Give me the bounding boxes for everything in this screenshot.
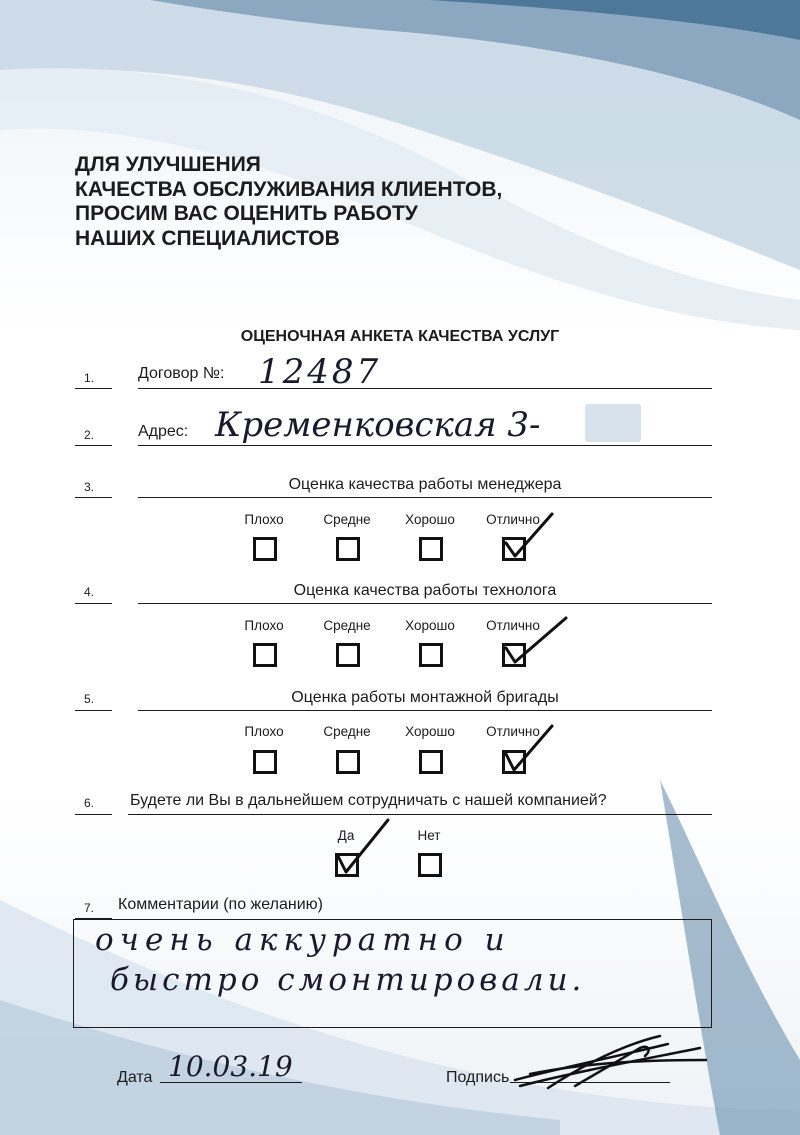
redaction-block: [585, 404, 641, 442]
date-label: Дата: [117, 1069, 153, 1086]
manager-rating-label: Оценка качества работы менеджера: [288, 476, 562, 493]
item-2-number-rule: [75, 445, 112, 446]
item-3-number: 3.: [84, 480, 95, 494]
item-6-number-rule: [75, 814, 112, 815]
manager-option-label-good: Хорошо: [405, 512, 455, 527]
crew-checkbox-excellent[interactable]: [502, 750, 526, 774]
crew-rating-rule: [138, 710, 712, 711]
comment-line-2: быстро смонтировали.: [110, 962, 586, 998]
address-field-rule: [138, 445, 712, 446]
technologist-checkbox-good[interactable]: [419, 643, 443, 667]
crew-checkbox-bad[interactable]: [253, 750, 277, 774]
technologist-option-label-average: Средне: [323, 618, 371, 633]
crew-option-label-excellent: Отлично: [486, 724, 540, 739]
header-line-2: КАЧЕСТВА ОБСЛУЖИВАНИЯ КЛИЕНТОВ,: [75, 177, 503, 201]
item-3-number-rule: [75, 497, 112, 498]
cooperation-checkbox-no[interactable]: [418, 853, 442, 877]
header-line-3: ПРОСИМ ВАС ОЦЕНИТЬ РАБОТУ: [75, 202, 418, 225]
date-value[interactable]: 10.03.19: [168, 1050, 293, 1083]
cooperation-option-label-no: Нет: [417, 828, 441, 843]
crew-option-label-bad: Плохо: [244, 724, 284, 739]
technologist-option-label-excellent: Отлично: [486, 618, 540, 633]
signature-label: Подпись: [446, 1069, 510, 1086]
manager-option-label-bad: Плохо: [244, 512, 284, 527]
item-5-number: 5.: [84, 692, 95, 706]
manager-checkbox-bad[interactable]: [253, 537, 277, 561]
technologist-checkbox-excellent[interactable]: [502, 643, 526, 667]
form-title: ОЦЕНОЧНАЯ АНКЕТА КАЧЕСТВА УСЛУГ: [240, 328, 560, 345]
header-line-4: НАШИХ СПЕЦИАЛИСТОВ: [75, 226, 340, 250]
technologist-rating-rule: [138, 603, 712, 604]
technologist-checkbox-average[interactable]: [336, 643, 360, 667]
contract-number-value[interactable]: 12487: [258, 352, 382, 392]
crew-checkbox-average[interactable]: [336, 750, 360, 774]
crew-option-label-average: Средне: [323, 724, 371, 739]
crew-checkbox-good[interactable]: [419, 750, 443, 774]
item-7-number: 7.: [84, 901, 95, 915]
header-line-1: ДЛЯ УЛУЧШЕНИЯ: [75, 153, 261, 176]
item-2-number: 2.: [84, 428, 95, 442]
manager-option-label-average: Средне: [323, 512, 371, 527]
manager-checkbox-average[interactable]: [336, 537, 360, 561]
address-value[interactable]: Кременковская 3-: [215, 405, 541, 445]
address-label: Адрес:: [138, 423, 189, 440]
signature-rule: [510, 1082, 670, 1083]
manager-checkbox-excellent[interactable]: [502, 537, 526, 561]
comments-label: Комментарии (по желанию): [118, 896, 323, 913]
comment-line-1: очень аккуратно и: [95, 922, 511, 958]
crew-rating-label: Оценка работы монтажной бригады: [291, 689, 559, 706]
item-1-number: 1.: [84, 371, 95, 385]
manager-checkbox-good[interactable]: [419, 537, 443, 561]
contract-field-rule: [138, 388, 712, 389]
item-4-number-rule: [75, 603, 112, 604]
item-6-number: 6.: [84, 796, 95, 810]
cooperation-option-label-yes: Да: [337, 828, 355, 843]
crew-option-label-good: Хорошо: [405, 724, 455, 739]
technologist-option-label-good: Хорошо: [405, 618, 455, 633]
technologist-option-label-bad: Плохо: [244, 618, 284, 633]
item-1-number-rule: [75, 388, 112, 389]
technologist-checkbox-bad[interactable]: [253, 643, 277, 667]
cooperation-question: Будете ли Вы в дальнейшем сотрудничать с нашей компанией?: [130, 792, 607, 809]
cooperation-rule: [128, 814, 712, 815]
item-4-number: 4.: [84, 585, 95, 599]
manager-option-label-excellent: Отлично: [486, 512, 540, 527]
header-title: [75, 153, 502, 251]
item-5-number-rule: [75, 710, 112, 711]
cooperation-checkbox-yes[interactable]: [335, 853, 359, 877]
manager-rating-rule: [138, 497, 712, 498]
technologist-rating-label: Оценка качества работы технолога: [293, 582, 557, 599]
contract-label: Договор №:: [138, 365, 225, 382]
